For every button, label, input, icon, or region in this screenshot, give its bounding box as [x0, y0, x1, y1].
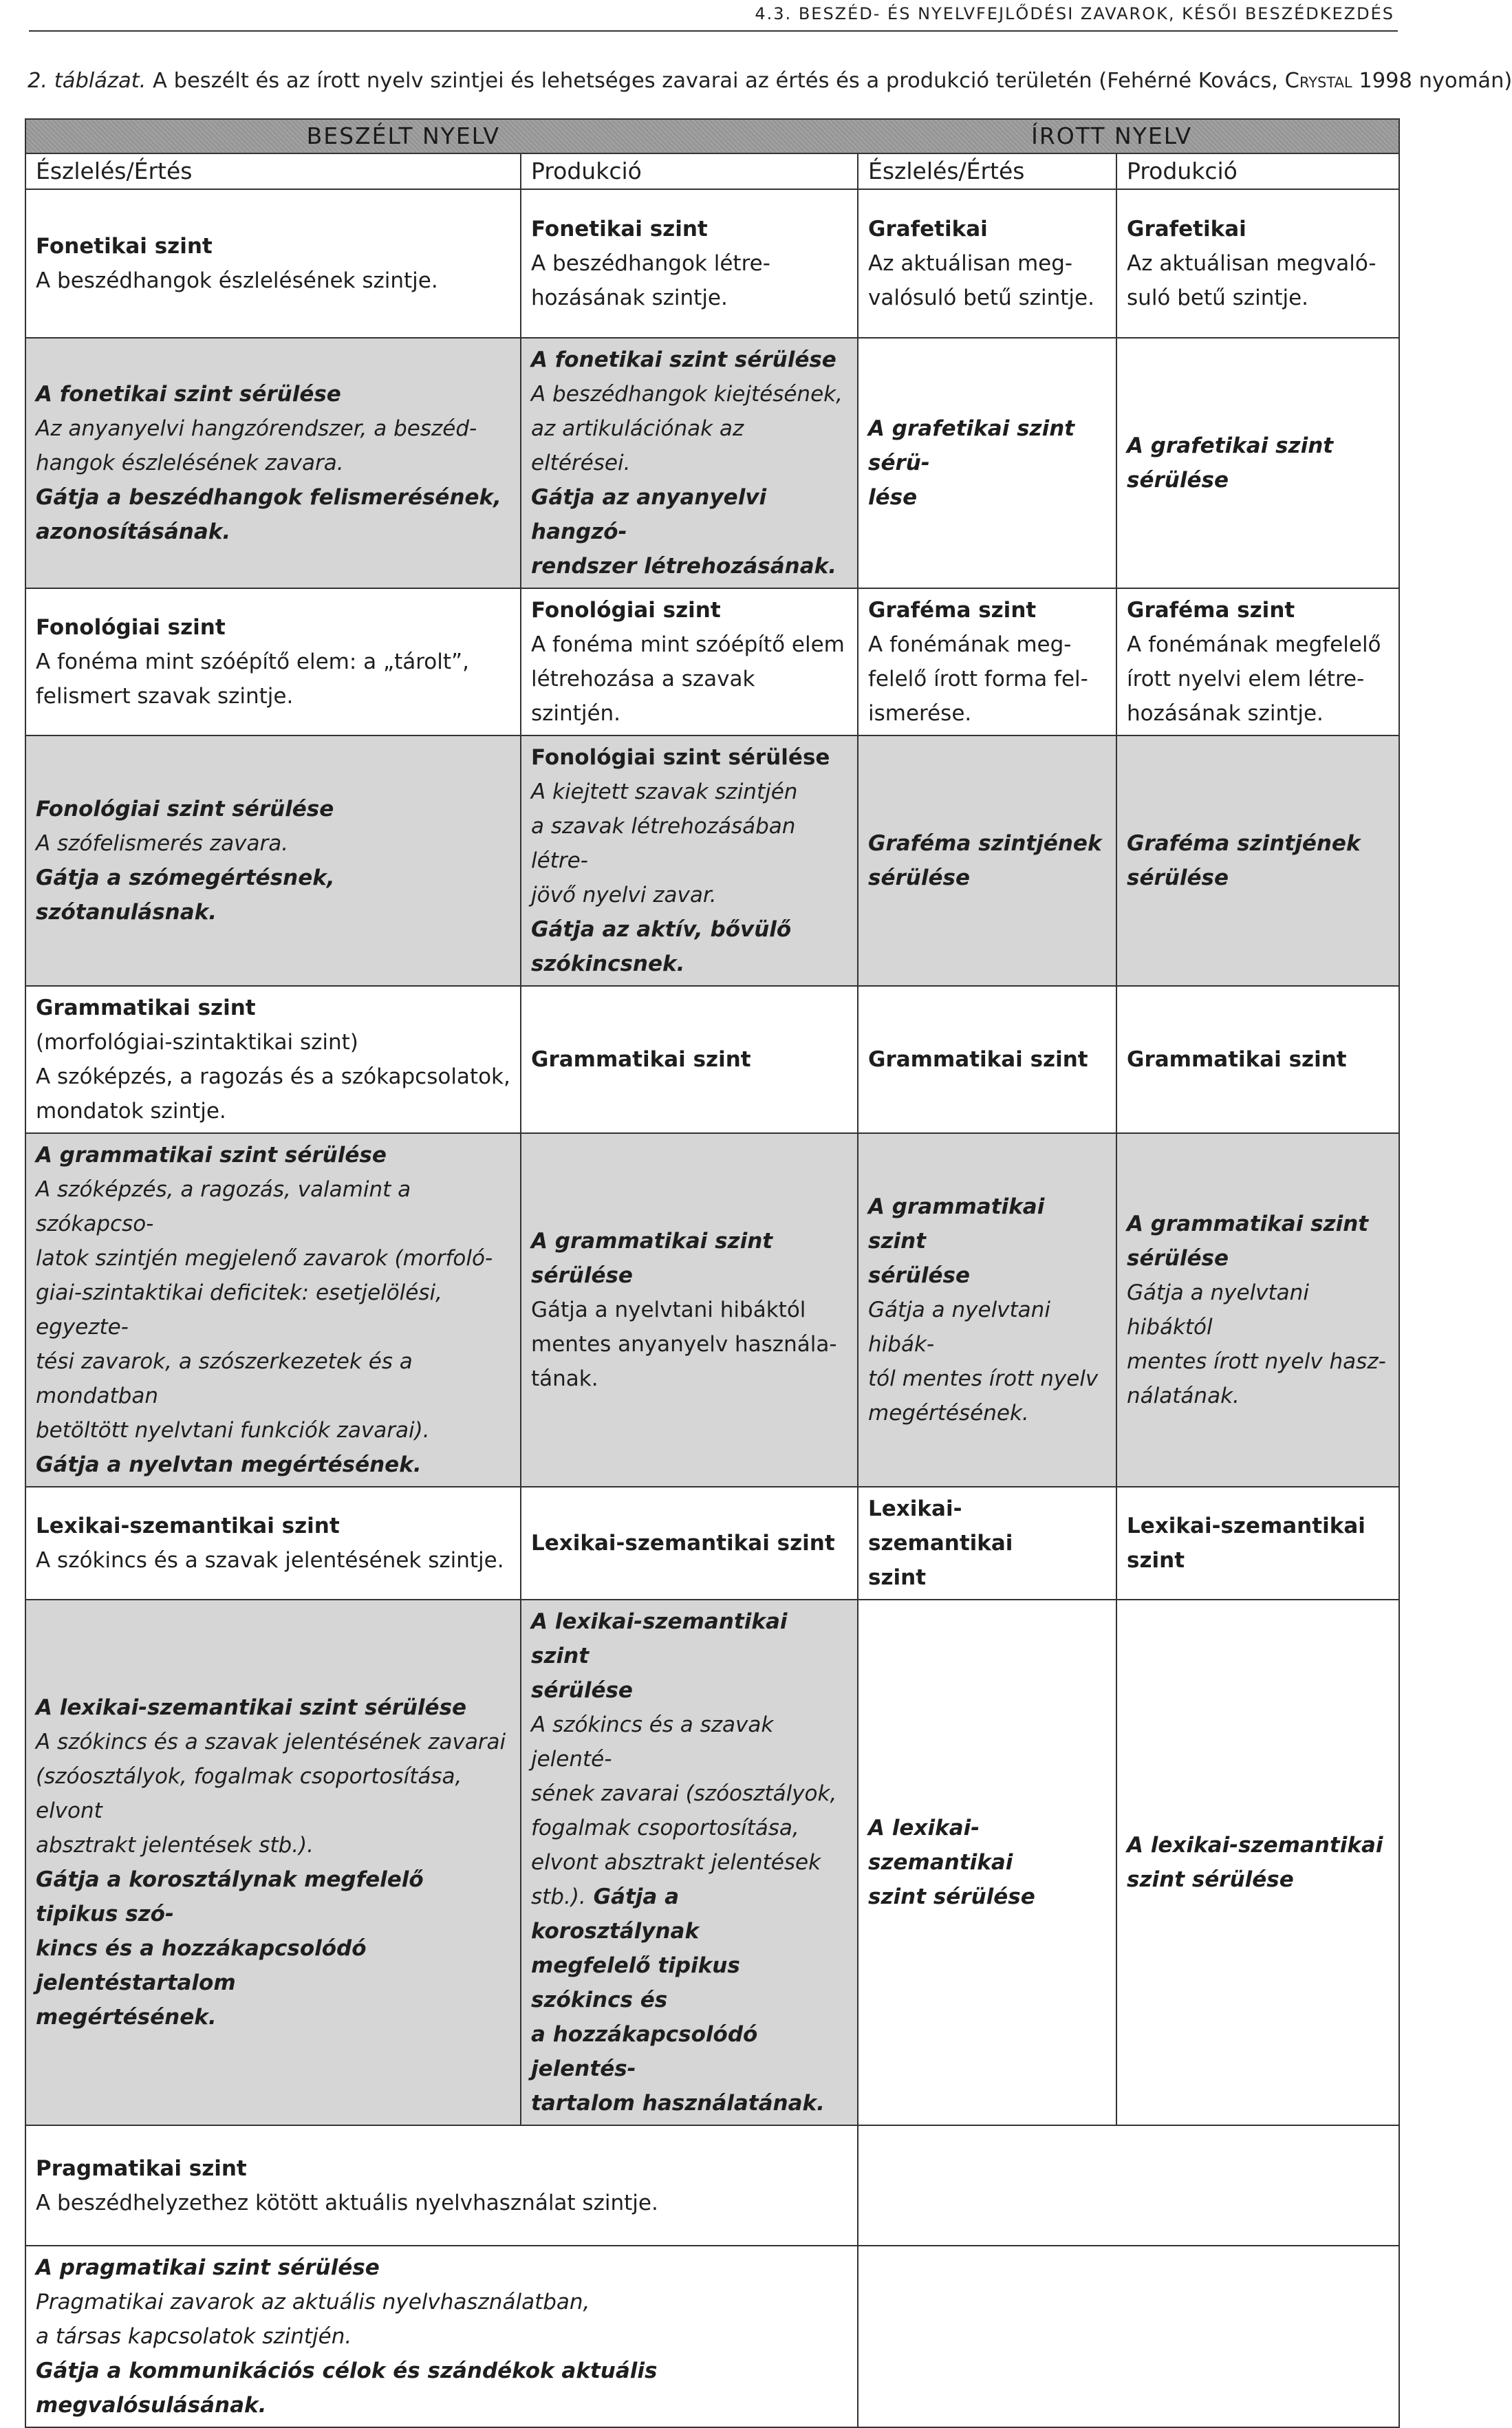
cell-phonetic-damage-c3 [858, 338, 1116, 588]
cell-title: Fonológiai szint [36, 615, 226, 640]
cell-line: A szófelismerés zavara. [36, 831, 289, 856]
cell-line: tési zavarok, a szószerkezetek és a mondatban [36, 1349, 413, 1408]
cell-barrier: tartalom használatának. [531, 2091, 825, 2116]
cell-line: sének zavarai (szóosztályok, [531, 1781, 837, 1806]
cell-grammatical-damage-c4 [1116, 1133, 1399, 1487]
cell-lexical-damage-c2 [521, 1600, 858, 2125]
running-head: 4.3. BESZÉD- ÉS NYELVFEJLŐDÉSI ZAVAROK, KÉSŐI BESZÉDKEZDÉS [755, 4, 1394, 23]
cell-title: Graféma szint [1127, 598, 1295, 623]
cell-title: Grammatikai szint [868, 1047, 1088, 1072]
cell-title: A lexikai-szemantikai szint [531, 1609, 788, 1668]
cell-line: Gátja a nyelvtani hibáktól [1127, 1280, 1309, 1340]
cell-phonetic-c2 [521, 189, 858, 338]
caption-tail: 1998 nyomán) [1352, 69, 1512, 93]
cell-grammatical-c1 [25, 986, 521, 1133]
cell-line: A grafetikai szint sérü- [868, 416, 1075, 475]
cell-line: A szóképzés, a ragozás és a szókapcsolatok, [36, 1064, 510, 1089]
cell-line: Lexikai-szemantikai [868, 1496, 1013, 1556]
cell-line: Graféma szintjének [868, 831, 1102, 856]
cell-title: Fonológiai szint sérülése [531, 745, 830, 770]
cell-line: sérülése [1127, 866, 1229, 890]
cell-title: A fonetikai szint sérülése [36, 382, 341, 407]
cell-barrier: megértésének. [36, 2005, 217, 2030]
cell-line: fogalmak csoportosítása, [531, 1816, 799, 1840]
cell-title: Grammatikai szint [1127, 1047, 1347, 1072]
cell-line: A fonémának meg- [868, 632, 1072, 657]
cell-line: latok szintjén megjelenő zavarok (morfoló- [36, 1246, 493, 1271]
cell-title: Graféma szint [868, 598, 1037, 623]
cell-title: sérülése [868, 1263, 970, 1288]
cell-line: A szókincs és a szavak jelentésének zavarai [36, 1730, 506, 1754]
cell-title: A grammatikai szint [868, 1194, 1045, 1254]
cell-barrier: megfelelő tipikus szókincs és [531, 1953, 740, 2012]
cell-grammatical-c3 [858, 986, 1116, 1133]
cell-line: absztrakt jelentések stb.). [36, 1833, 314, 1858]
cell-title: Grafetikai [1127, 217, 1246, 241]
cell-line: a szavak létrehozásában létre- [531, 814, 796, 873]
cell-barrier: kincs és a hozzákapcsolódó jelentéstartalom [36, 1936, 367, 1995]
cell-line: A lexikai-szemantikai [1127, 1833, 1383, 1858]
cell-line: szint [1127, 1548, 1185, 1573]
cell-line: A fonéma mint szóépítő elem: a „tárolt”, [36, 649, 469, 674]
cell-line: A fonémának megfelelő [1127, 632, 1381, 657]
cell-line: A fonéma mint szóépítő elem [531, 632, 845, 657]
cell-grammatical-damage-c2 [521, 1133, 858, 1487]
cell-title: sérülése [1127, 1246, 1229, 1271]
cell-phonetic-c1 [25, 189, 521, 338]
cell-line: írott nyelvi elem létre- [1127, 667, 1365, 691]
cell-barrier: Gátja a nyelvtan megértésének. [36, 1452, 422, 1477]
col-head-spoken-production: Produkció [521, 153, 858, 189]
cell-line: A grafetikai szint [1127, 433, 1334, 458]
cell-line: betöltött nyelvtani funkciók zavarai). [36, 1418, 430, 1443]
cell-barrier: Gátja a szómegértésnek, szótanulásnak. [36, 866, 335, 925]
cell-title: A grammatikai szint sérülése [36, 1143, 387, 1168]
col-head-written-perception: Észlelés/Értés [858, 153, 1116, 189]
cell-line: Az anyanyelvi hangzórendszer, a beszéd- [36, 416, 477, 441]
cell-grammatical-damage-c3 [858, 1133, 1116, 1487]
cell-lexical-c1 [25, 1487, 521, 1600]
cell-phonological-damage-c3 [858, 735, 1116, 986]
cell-line: Az aktuálisan megvaló- [1127, 251, 1376, 276]
col-head-spoken-perception: Észlelés/Értés [25, 153, 521, 189]
cell-title: sérülése [531, 1678, 633, 1703]
cell-phonological-c2 [521, 588, 858, 735]
cell-line: Pragmatikai zavarok az aktuális nyelvhasználatban, [36, 2290, 590, 2314]
cell-barrier: Gátja az aktív, bővülő [531, 917, 792, 942]
band-spoken: BESZÉLT NYELV [25, 119, 858, 153]
caption-author: Crystal [1284, 69, 1352, 93]
cell-line: hozásának szintje. [531, 286, 728, 310]
cell-lexical-c4 [1116, 1487, 1399, 1600]
cell-line: mondatok szintje. [36, 1099, 226, 1124]
cell-line: létrehozása a szavak szintjén. [531, 667, 755, 726]
cell-line: (morfológiai-szintaktikai szint) [36, 1030, 358, 1055]
cell-line: lése [868, 485, 918, 510]
cell-phonological-c4 [1116, 588, 1399, 735]
cell-line: az artikulációnak az eltérései. [531, 416, 744, 475]
cell-title: A grammatikai szint [1127, 1212, 1369, 1236]
cell-line: felelő írott forma fel- [868, 667, 1088, 691]
cell-line: ismerése. [868, 701, 972, 726]
cell-text: A beszédhangok észlelésének szintje. [36, 268, 438, 293]
cell-title: A grammatikai szint [531, 1229, 773, 1254]
row-phonetic-damage [25, 338, 1399, 588]
row-pragmatic-damage [25, 2246, 1399, 2427]
cell-line: suló betű szintje. [1127, 286, 1309, 310]
cell-barrier: Gátja a korosztálynak [531, 1884, 700, 1944]
cell-phonological-c1 [25, 588, 521, 735]
row-grammatical-damage [25, 1133, 1399, 1487]
cell-line: mentes írott nyelv hasz- [1127, 1349, 1386, 1374]
cell-title: Fonetikai szint [36, 234, 213, 259]
caption-text: A beszélt és az írott nyelv szintjei és lehetséges zavarai az értés és a produkció területén (Fehérné Kovács, [146, 69, 1285, 93]
band-row [25, 119, 1399, 153]
cell-line: A szókincs és a szavak jelenté- [531, 1712, 774, 1772]
cell-line: (szóosztályok, fogalmak csoportosítása, elvont [36, 1764, 462, 1823]
cell-line: sérülése [868, 866, 970, 890]
cell-title: Fonológiai szint [531, 598, 721, 623]
cell-line: Lexikai-szemantikai [1127, 1514, 1365, 1538]
cell-lexical-c2 [521, 1487, 858, 1600]
cell-phonetic-damage-c2 [521, 338, 858, 588]
row-lexical-damage [25, 1600, 1399, 2125]
cell-line: A beszédhangok kiejtésének, [531, 382, 843, 407]
cell-text: A beszédhelyzethez kötött aktuális nyelvhasználat szintje. [36, 2190, 658, 2215]
band-written: ÍROTT NYELV [858, 119, 1399, 153]
cell-title: Grammatikai szint [36, 996, 256, 1020]
cell-line-mixed [531, 1880, 847, 1948]
cell-line: giai-szintaktikai deficitek: esetjelölési, egyezte- [36, 1280, 442, 1340]
col-head-written-production: Produkció [1116, 153, 1399, 189]
cell-barrier: Gátja az anyanyelvi hangzó- [531, 485, 767, 544]
cell-line: A kiejtett szavak szintjén [531, 780, 798, 804]
cell-phonetic-c4 [1116, 189, 1399, 338]
cell-line: tól mentes írott nyelv [868, 1366, 1099, 1391]
cell-phonological-damage-c1 [25, 735, 521, 986]
cell-title: Lexikai-szemantikai szint [36, 1514, 340, 1538]
levels-table [25, 118, 1400, 2428]
cell-barrier: rendszer létrehozásának. [531, 554, 837, 579]
cell-barrier: Gátja a beszédhangok felismerésének, [36, 485, 501, 510]
caption-label: 2. táblázat. [28, 69, 147, 93]
cell-title: Fonológiai szint sérülése [36, 797, 334, 821]
cell-line: mentes anyanyelv használa- [531, 1332, 837, 1357]
cell-pragmatic-damage-spoken [25, 2246, 858, 2427]
cell-title: sérülése [531, 1263, 633, 1288]
cell-line: Graféma szintjének [1127, 831, 1361, 856]
table-caption [28, 69, 1512, 93]
cell-line: szint [868, 1565, 927, 1590]
cell-title: Grammatikai szint [531, 1047, 751, 1072]
cell-phonetic-damage-c4 [1116, 338, 1399, 588]
cell-line: megértésének. [868, 1401, 1029, 1426]
cell-line: tának. [531, 1366, 598, 1391]
cell-line: szint sérülése [868, 1884, 1035, 1909]
cell-lexical-damage-c4 [1116, 1600, 1399, 2125]
cell-line: A beszédhangok létre- [531, 251, 770, 276]
cell-lexical-c3 [858, 1487, 1116, 1600]
row-pragmatic [25, 2125, 1399, 2246]
cell-phonological-c3 [858, 588, 1116, 735]
cell-phonological-damage-c2 [521, 735, 858, 986]
cell-title: A lexikai-szemantikai szint sérülése [36, 1695, 467, 1720]
cell-lexical-damage-c1 [25, 1600, 521, 2125]
column-header-row [25, 153, 1399, 189]
cell-phonetic-c3 [858, 189, 1116, 338]
cell-title: A pragmatikai szint sérülése [36, 2255, 380, 2280]
row-phonetic [25, 189, 1399, 338]
cell-grammatical-damage-c1 [25, 1133, 521, 1487]
cell-line: hozásának szintje. [1127, 701, 1324, 726]
cell-line: Gátja a nyelvtani hibáktól [531, 1298, 806, 1322]
cell-line: A szóképzés, a ragozás, valamint a szókapcso- [36, 1177, 411, 1236]
cell-line: elvont absztrakt jelentések [531, 1850, 821, 1875]
cell-line: nálatának. [1127, 1384, 1240, 1408]
cell-line: A lexikai-szemantikai [868, 1816, 1013, 1875]
cell-barrier: szókincsnek. [531, 952, 685, 976]
cell-phonological-damage-c4 [1116, 735, 1399, 986]
row-phonological [25, 588, 1399, 735]
cell-pragmatic-written [858, 2125, 1399, 2246]
row-grammatical [25, 986, 1399, 1133]
cell-phonetic-damage-c1 [25, 338, 521, 588]
cell-grammatical-c4 [1116, 986, 1399, 1133]
cell-line: felismert szavak szintje. [36, 684, 294, 709]
cell-line: szint sérülése [1127, 1867, 1294, 1892]
row-phonological-damage [25, 735, 1399, 986]
cell-grammatical-c2 [521, 986, 858, 1133]
cell-title: Fonetikai szint [531, 217, 708, 241]
cell-line: Az aktuálisan meg- [868, 251, 1073, 276]
cell-title: Pragmatikai szint [36, 2156, 247, 2181]
cell-barrier: Gátja a korosztálynak megfelelő tipikus szó- [36, 1867, 424, 1926]
cell-line: hangok észlelésének zavara. [36, 451, 344, 475]
cell-pragmatic-spoken [25, 2125, 858, 2246]
header-rule [29, 30, 1398, 32]
cell-barrier: Gátja a kommunikációs célok és szándékok aktuális megvalósulásának. [36, 2359, 658, 2418]
cell-line: Gátja a nyelvtani hibák- [868, 1298, 1050, 1357]
cell-line: a társas kapcsolatok szintjén. [36, 2324, 352, 2349]
cell-line: jövő nyelvi zavar. [531, 883, 717, 907]
cell-barrier: azonosításának. [36, 519, 231, 544]
cell-line: valósuló betű szintje. [868, 286, 1094, 310]
cell-line: sérülése [1127, 468, 1229, 493]
cell-lexical-damage-c3 [858, 1600, 1116, 2125]
cell-barrier: a hozzákapcsolódó jelentés- [531, 2022, 758, 2081]
cell-text: A szókincs és a szavak jelentésének szintje. [36, 1548, 504, 1573]
row-lexical [25, 1487, 1399, 1600]
cell-line: stb.). [531, 1884, 586, 1909]
cell-title: A fonetikai szint sérülése [531, 347, 836, 372]
cell-title: Grafetikai [868, 217, 988, 241]
cell-title: Lexikai-szemantikai szint [531, 1531, 835, 1556]
cell-pragmatic-damage-written [858, 2246, 1399, 2427]
